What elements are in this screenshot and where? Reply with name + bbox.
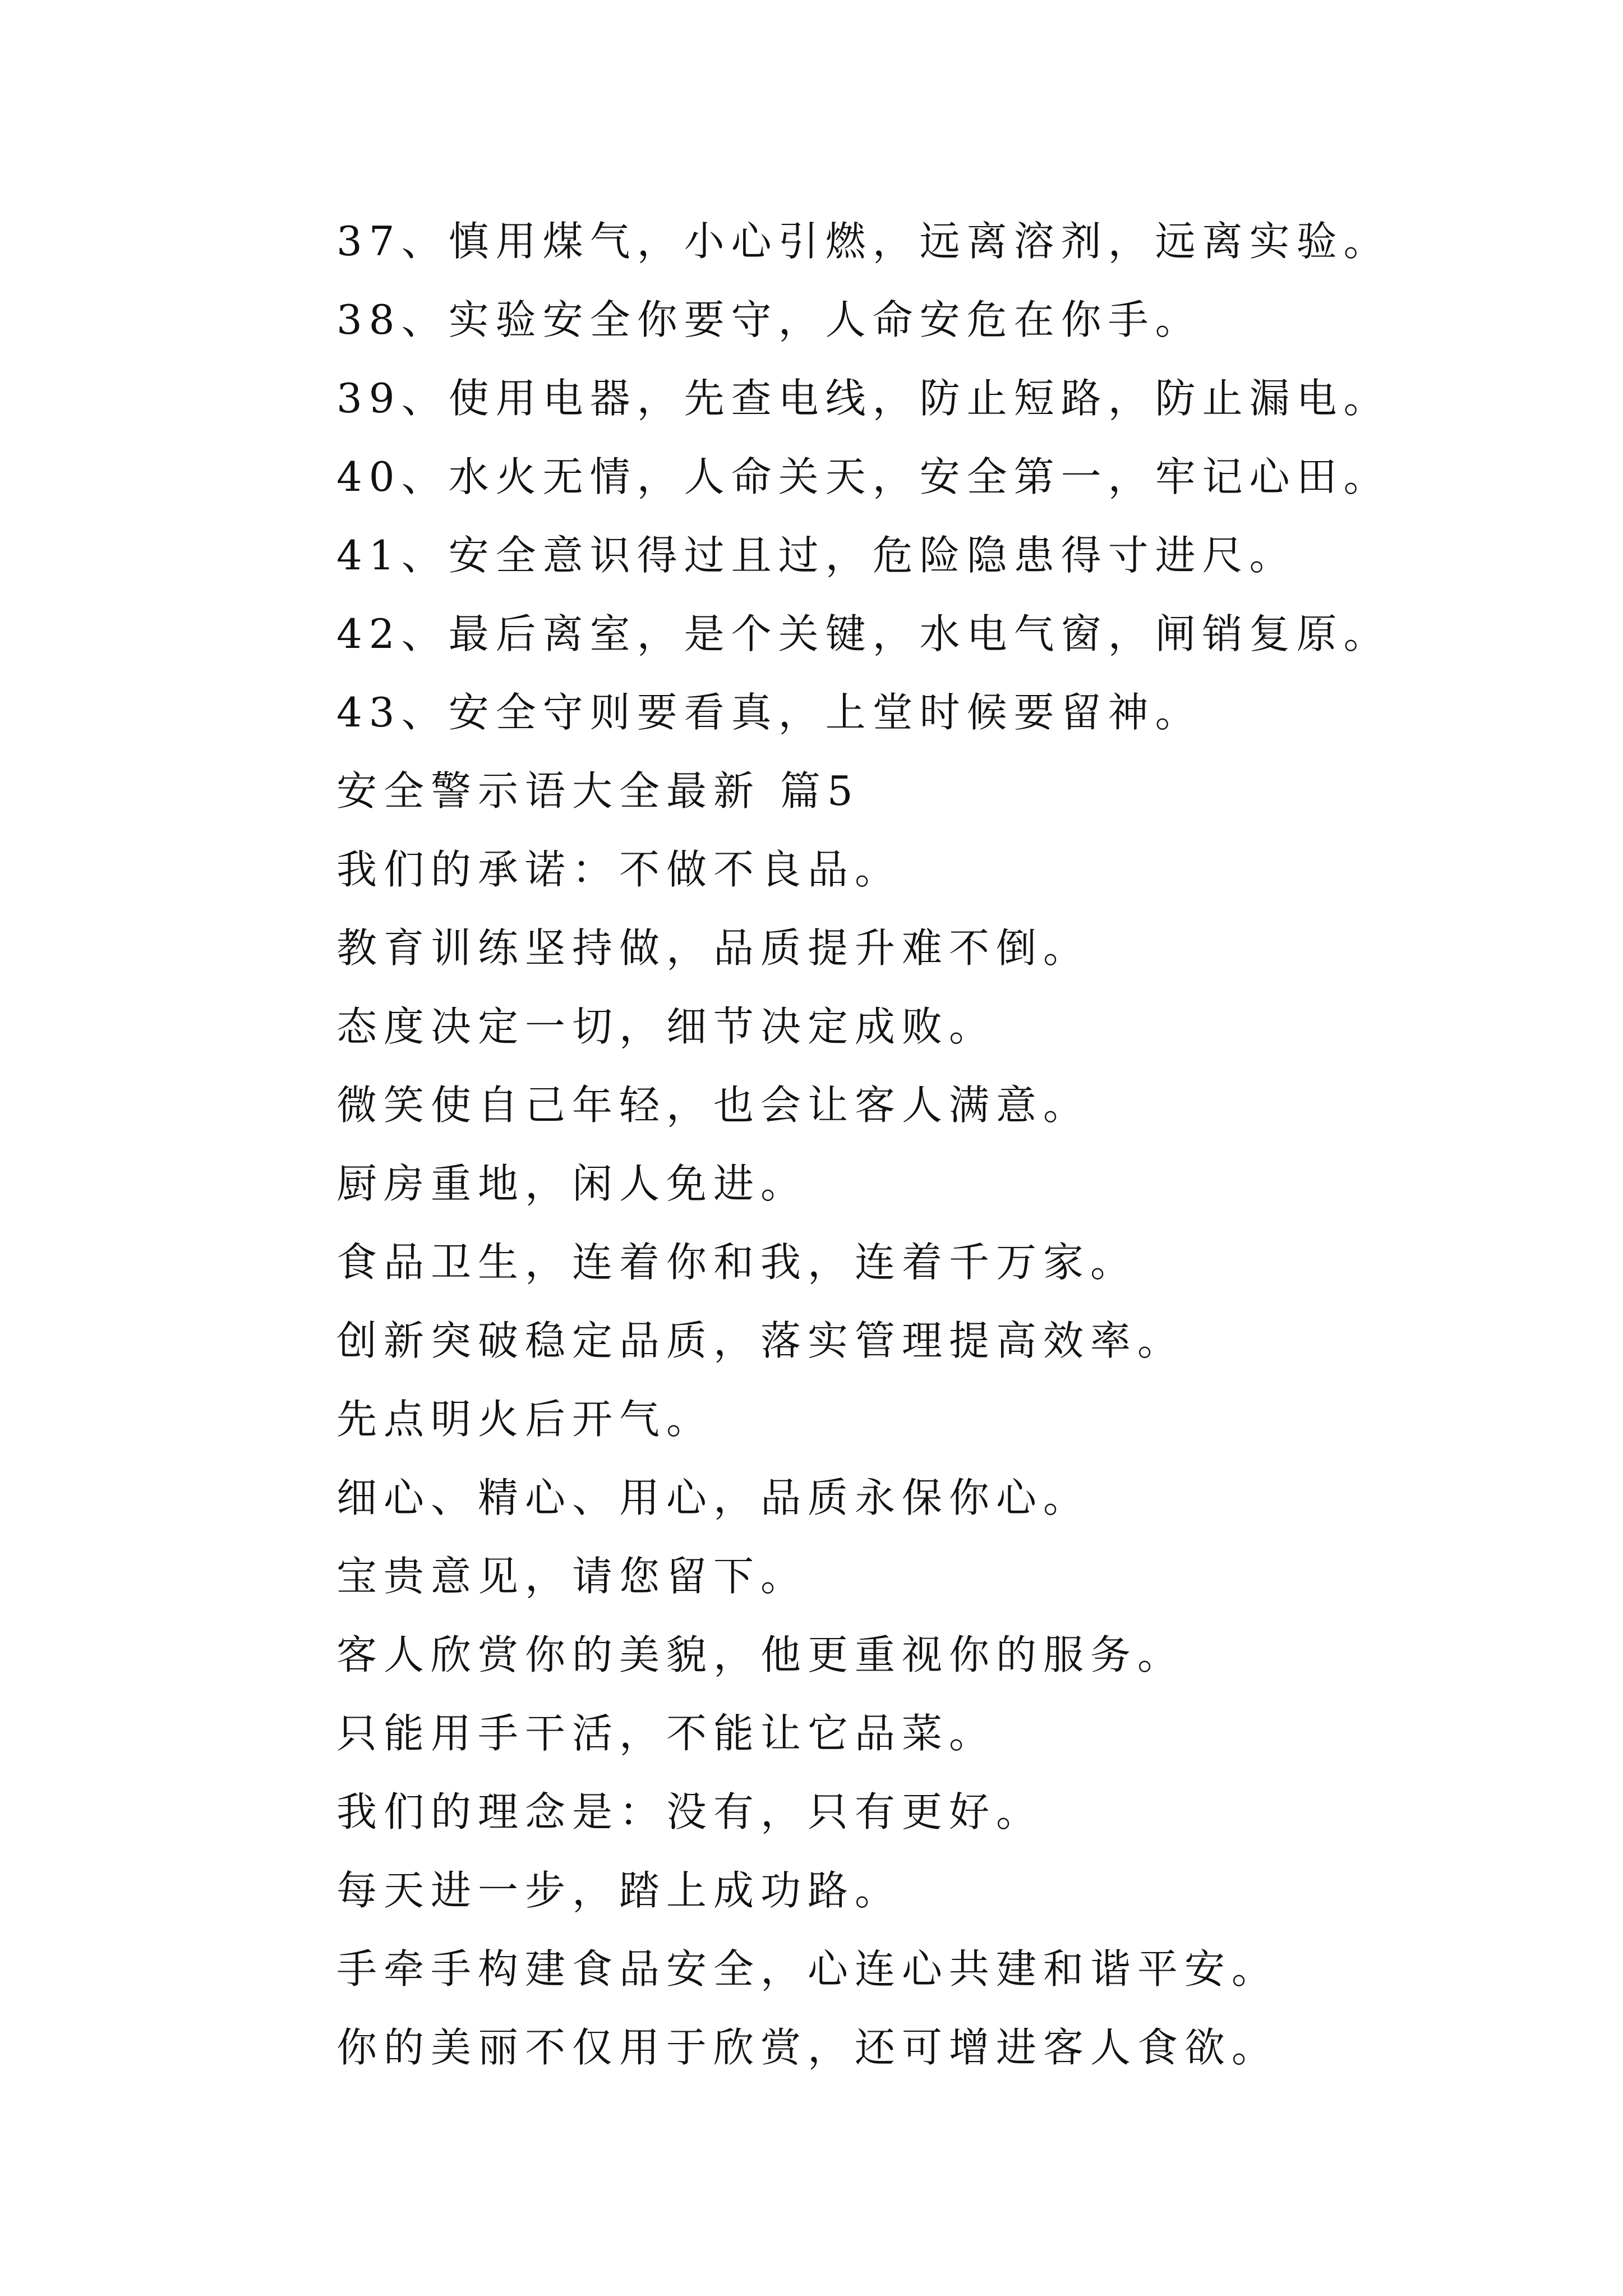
document-body bbox=[336, 202, 1514, 2087]
slogan-line: 教育训练坚持做，品质提升难不倒。 bbox=[336, 924, 1091, 972]
slogan-line: 你的美丽不仅用于欣赏，还可增进客人食欲。 bbox=[336, 2024, 1279, 2071]
slogan-line: 微笑使自己年轻，也会让客人满意。 bbox=[336, 1082, 1091, 1129]
slogan-line: 厨房重地，闲人免进。 bbox=[336, 1160, 808, 1207]
slogan-line: 宝贵意见，请您留下。 bbox=[336, 1553, 808, 1600]
numbered-item-42: 42、最后离室，是个关键，水电气窗，闸销复原。 bbox=[336, 610, 1391, 657]
numbered-item-41: 41、安全意识得过且过，危险隐患得寸进尺。 bbox=[336, 532, 1297, 579]
numbered-item-37: 37、慎用煤气，小心引燃，远离溶剂，远离实验。 bbox=[336, 218, 1391, 265]
numbered-item-43: 43、安全守则要看真，上堂时候要留神。 bbox=[336, 689, 1202, 736]
slogan-line: 手牵手构建食品安全，心连心共建和谐平安。 bbox=[336, 1945, 1279, 1993]
slogan-line: 我们的理念是：没有，只有更好。 bbox=[336, 1788, 1044, 1835]
slogan-line: 细心、精心、用心，品质永保你心。 bbox=[336, 1474, 1091, 1521]
slogan-line: 态度决定一切，细节决定成败。 bbox=[336, 1003, 997, 1050]
numbered-item-39: 39、使用电器，先查电线，防止短路，防止漏电。 bbox=[336, 375, 1391, 422]
numbered-item-40: 40、水火无情，人命关天，安全第一，牢记心田。 bbox=[336, 453, 1391, 500]
slogan-line: 食品卫生，连着你和我，连着千万家。 bbox=[336, 1239, 1138, 1286]
slogan-line: 创新突破稳定品质，落实管理提高效率。 bbox=[336, 1317, 1185, 1364]
slogan-line: 我们的承诺：不做不良品。 bbox=[336, 846, 902, 893]
slogan-line: 每天进一步，踏上成功路。 bbox=[336, 1867, 902, 1914]
numbered-item-38: 38、实验安全你要守，人命安危在你手。 bbox=[336, 296, 1202, 343]
slogan-line: 客人欣赏你的美貌，他更重视你的服务。 bbox=[336, 1631, 1185, 1678]
slogan-line: 先点明火后开气。 bbox=[336, 1396, 714, 1443]
section-heading: 安全警示语大全最新 篇5 bbox=[336, 767, 860, 815]
slogan-line: 只能用手干活，不能让它品菜。 bbox=[336, 1710, 997, 1757]
